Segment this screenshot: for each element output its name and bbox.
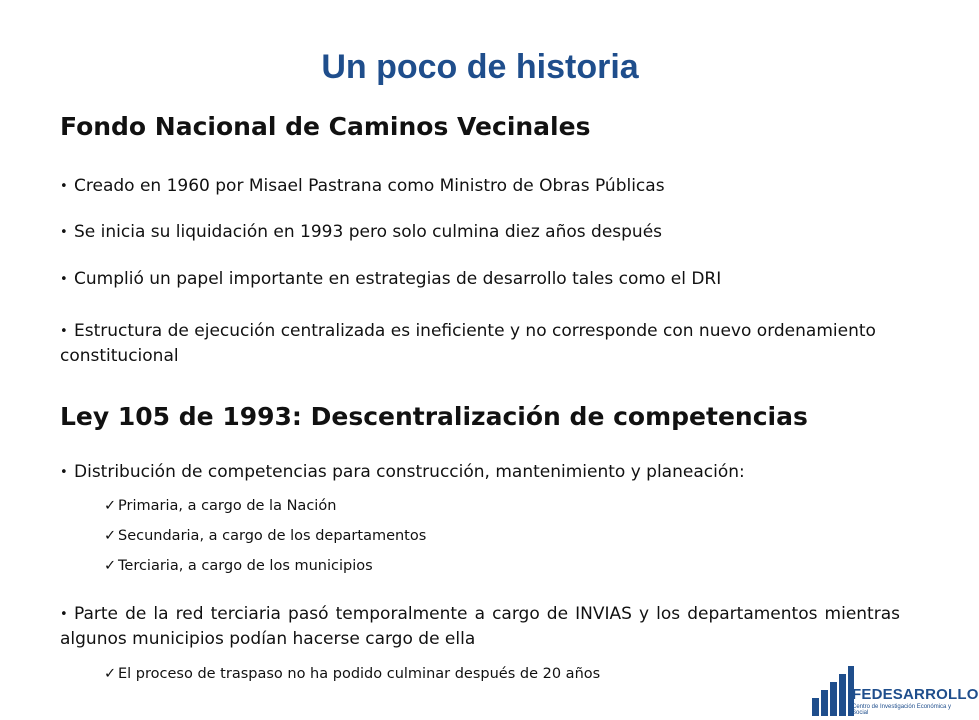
bullet-dot-icon: •	[60, 272, 68, 287]
checkmark-icon: ✓	[104, 528, 117, 544]
bullet-item	[60, 460, 745, 485]
section-heading-fondo: Fondo Nacional de Caminos Vecinales	[60, 112, 591, 141]
logo-subtitle: Centro de Investigación Económica y Social	[852, 704, 952, 716]
sub-item	[104, 664, 600, 684]
checkmark-icon: ✓	[104, 558, 117, 574]
slide-title: Un poco de historia	[321, 48, 639, 86]
sub-item	[104, 556, 373, 576]
sub-item-text: Secundaria, a cargo de los departamentos	[118, 528, 427, 544]
bullet-dot-icon: •	[60, 225, 68, 240]
checkmark-icon: ✓	[104, 498, 117, 514]
logo-name: FEDESARROLLO	[852, 686, 979, 703]
bullet-text: Creado en 1960 por Misael Pastrana como Ministro de Obras Públicas	[74, 176, 665, 196]
bullet-item	[60, 602, 900, 651]
sub-item	[104, 496, 336, 516]
bullet-dot-icon: •	[60, 179, 68, 194]
checkmark-icon: ✓	[104, 666, 117, 682]
bullet-text: Se inicia su liquidación en 1993 pero solo culmina diez años después	[74, 222, 663, 242]
bullet-item	[60, 174, 665, 199]
sub-item	[104, 526, 426, 546]
sub-item-text: El proceso de traspaso no ha podido culminar después de 20 años	[118, 666, 601, 682]
bullet-dot-icon: •	[60, 465, 68, 480]
bullet-text: Distribución de competencias para construcción, mantenimiento y planeación:	[74, 462, 745, 482]
bullet-item	[60, 220, 662, 245]
section-heading-ley: Ley 105 de 1993: Descentralización de competencias	[60, 402, 808, 431]
bullet-text: Cumplió un papel importante en estrategias de desarrollo tales como el DRI	[74, 269, 722, 289]
bullet-item	[60, 319, 900, 368]
bullet-dot-icon: •	[60, 324, 68, 339]
sub-item-text: Terciaria, a cargo de los municipios	[118, 558, 373, 574]
bullet-item	[60, 267, 721, 292]
bullet-text: Estructura de ejecución centralizada es ineficiente y no corresponde con nuevo ordenamiento constitucional	[60, 321, 876, 366]
bullet-dot-icon: •	[60, 607, 68, 622]
bullet-text: Parte de la red terciaria pasó temporalmente a cargo de INVIAS y los departamentos mientras algunos municipios podían hacerse cargo de ella	[60, 604, 900, 649]
sub-item-text: Primaria, a cargo de la Nación	[118, 498, 337, 514]
